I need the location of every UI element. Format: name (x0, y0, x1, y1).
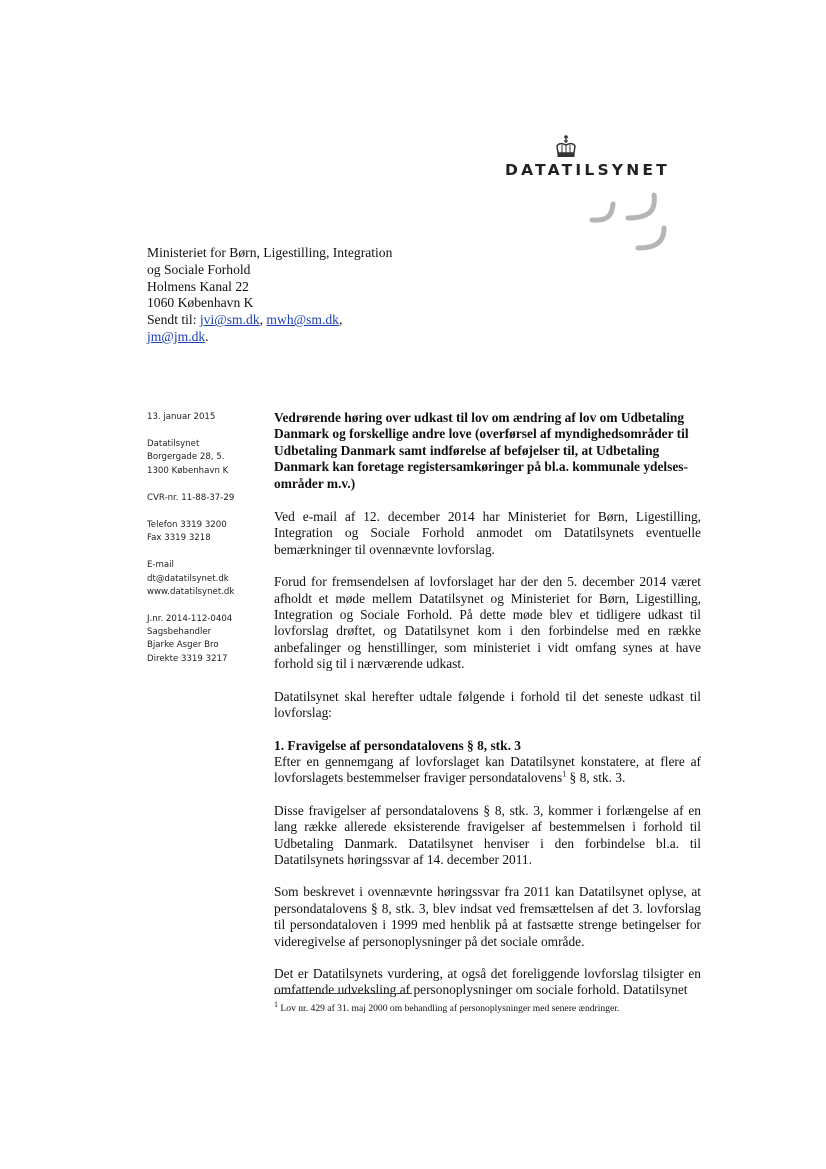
sender-phone: Telefon 3319 3200 (147, 520, 227, 531)
recipient-line: Holmens Kanal 22 (147, 278, 249, 294)
logo-wordmark: DATATILSYNET (505, 161, 670, 179)
crown-icon (554, 134, 578, 160)
paragraph: Forud for fremsendelsen af lovforslaget har der den 5. december 2014 været afholdt et møde mellem Datatilsynet og Ministeriet for Børn, Ligestilling, Integration og Sociale Forhold. På dette møde blev et tidligere udkast til lovforslag drøftet, og Datatilsynet kom i den forbindelse med en række anbefalinger og henstillinger, som ministeriet i vidt omfang synes at have forhold sig til i nærværende udkast. (274, 574, 701, 672)
letter-body (274, 410, 701, 1015)
case-officer-label: Sagsbehandler (147, 627, 212, 638)
logo-swoosh-marks (588, 190, 674, 256)
paragraph: Ved e-mail af 12. december 2014 har Ministeriet for Børn, Ligestilling, Integration og Sociale Forhold anmodet om Datatilsynets eventuelle bemærkninger til ovennævnte lovforslag. (274, 509, 701, 557)
journal-number: J.nr. 2014-112-0404 (147, 614, 233, 625)
footnote-ref[interactable]: 1 (562, 769, 567, 779)
paragraph: Som beskrevet i ovennævnte høringssvar fra 2011 kan Datatilsynet oplyse, at persondatalovens § 8, stk. 3, blev indsat ved fremsættelsen af det 3. lovforslag til persondataloven i 1999 med henblik på at fastsætte strenge betingelser for videregivelse af personoplysninger på det sociale område. (274, 884, 701, 949)
email-link-jm[interactable]: jm@jm.dk (147, 328, 206, 344)
paragraph-text: Efter en gennemgang af lovforslaget kan Datatilsynet konstatere, at flere af lovforslagets bestemmelser fraviger persondatalovens (274, 753, 701, 786)
sender-fax: Fax 3319 3218 (147, 533, 211, 544)
section-heading: 1. Fravigelse af persondatalovens § 8, stk. 3 (274, 737, 521, 753)
sender-sidebar (147, 411, 257, 666)
footnote-number: 1 (274, 999, 278, 1009)
email-list-end: . (205, 328, 209, 344)
sent-to-line-2 (147, 329, 392, 346)
case-officer-name: Bjarke Asger Bro (147, 640, 219, 651)
email-link-jvi[interactable]: jvi@sm.dk (199, 312, 260, 328)
email-separator: , (338, 312, 343, 328)
sender-website[interactable]: www.datatilsynet.dk (147, 586, 235, 597)
email-link-mwh[interactable]: mwh@sm.dk (266, 312, 339, 328)
sender-street: Borgergade 28, 5. (147, 452, 225, 463)
sender-email[interactable]: dt@datatilsynet.dk (147, 573, 229, 584)
paragraph-text: § 8, stk. 3. (569, 770, 626, 786)
sender-org: Datatilsynet (147, 439, 200, 450)
recipient-line: Ministeriet for Børn, Ligestilling, Integration (147, 245, 393, 260)
email-label: E-mail (147, 560, 174, 571)
recipient-address (147, 245, 392, 346)
footnote (274, 999, 704, 1015)
email-separator: , (259, 312, 267, 328)
footnote-divider (274, 993, 412, 994)
recipient-line: 1060 København K (147, 295, 254, 311)
sent-to-line (147, 312, 392, 329)
sender-cvr: CVR-nr. 11-88-37-29 (147, 492, 235, 503)
footnote-text: Lov nr. 429 af 31. maj 2000 om behandling af personoplysninger med senere ændringer. (280, 1003, 620, 1014)
letter-date: 13. januar 2015 (147, 412, 216, 422)
paragraph (274, 754, 701, 787)
recipient-line: og Sociale Forhold (147, 261, 251, 277)
paragraph: Datatilsynet skal herefter udtale følgende i forhold til det seneste udkast til lovforslag: (274, 688, 701, 721)
paragraph: Disse fravigelser af persondatalovens § 8, stk. 3, kommer i forlængelse af en lang række allerede eksisterende fravigelser af bestemmelsen i forhold til Udbetaling Danmark. Datatilsynet henviser i den forbindelse bl.a. til Datatilsynets høringssvar af 14. december 2011. (274, 802, 701, 867)
sent-to-label: Sendt til: (147, 312, 197, 328)
sender-city: 1300 København K (147, 465, 229, 476)
letter-subject: Vedrørende høring over udkast til lov om ændring af lov om Udbetaling Danmark og forskellige andre love (overførsel af myndighedsområder til Udbetaling Danmark samt indførelse af beføjelser til, at Udbetaling Danmark kan foretage registersamkøringer på bl.a. kommunale ydelses-områder m.v.) (274, 410, 689, 491)
direct-phone: Direkte 3319 3217 (147, 653, 228, 664)
paragraph: Det er Datatilsynets vurdering, at også det foreliggende lovforslag tilsigter en omfattende udveksling af personoplysninger om sociale forhold. Datatilsynet (274, 965, 701, 998)
